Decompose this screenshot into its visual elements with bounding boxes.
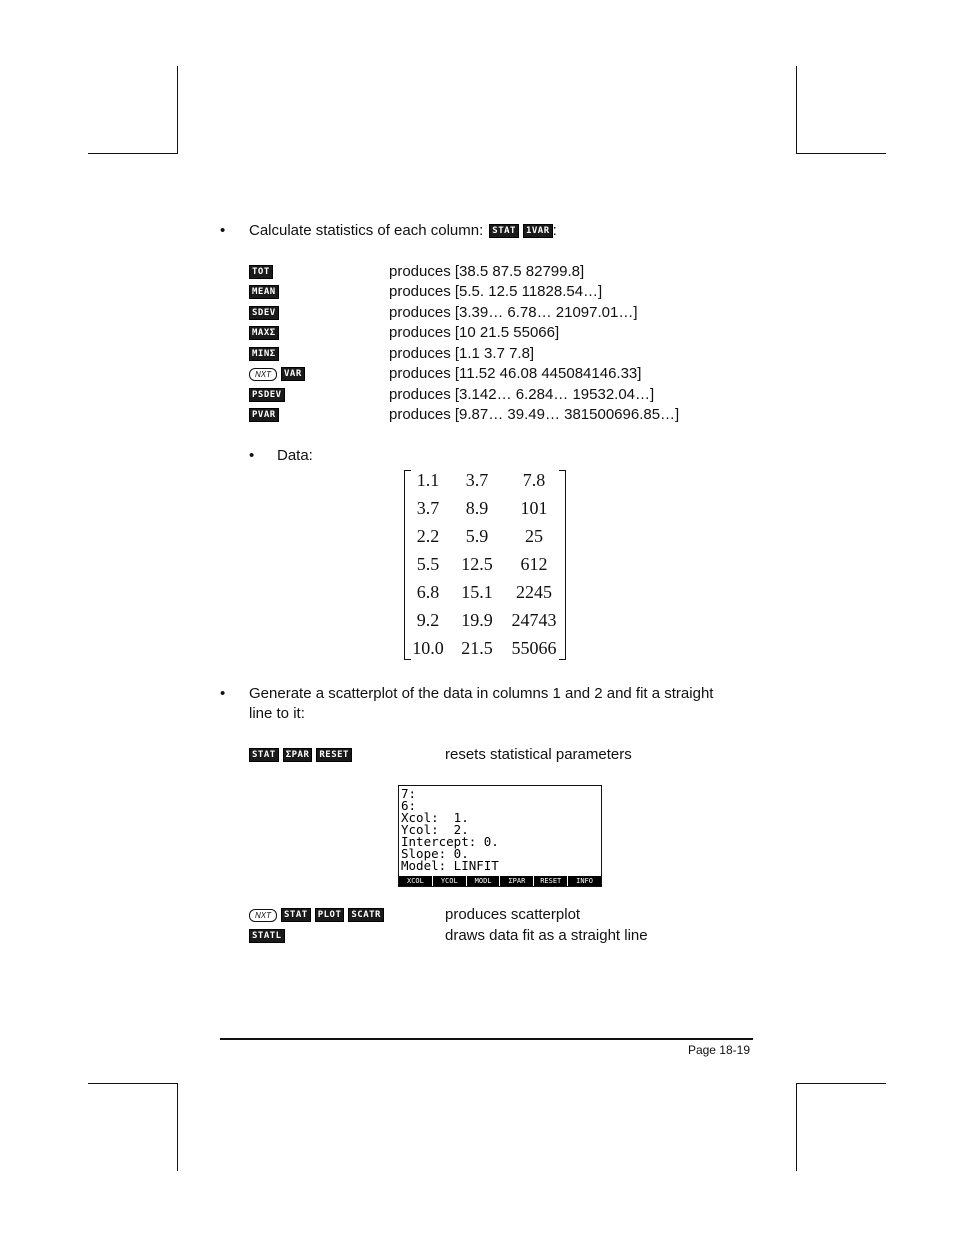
matrix-cell: 2.2 — [416, 526, 440, 546]
scatter-instruction-line2: line to it: — [249, 705, 305, 722]
crop-mark — [796, 1083, 797, 1171]
scatter-result: produces scatterplot — [445, 906, 581, 923]
stat-result-min: produces [1.1 3.7 7.8] — [389, 345, 535, 362]
screen-line: 6: — [401, 798, 417, 813]
matrix-cell: 55066 — [511, 638, 557, 658]
statl-keys — [249, 927, 289, 945]
softkey-min[interactable]: MINΣ — [249, 347, 279, 361]
scatter-instruction-line1: Generate a scatterplot of the data in columns 1 and 2 and fit a straight — [249, 685, 714, 702]
screen-softkey-menu — [399, 876, 601, 886]
softkey-reset[interactable]: RESET — [316, 748, 352, 762]
stat-keys-sdev — [249, 304, 283, 322]
matrix-cell: 8.9 — [465, 498, 489, 518]
softkey-var[interactable]: VAR — [281, 367, 305, 381]
stat-keys-max — [249, 324, 283, 342]
nxt-key[interactable]: NXT — [249, 909, 277, 922]
matrix-cell: 25 — [525, 526, 543, 546]
screen-menu-reset[interactable]: RESET — [534, 876, 568, 886]
screen-line: Slope: 0. — [401, 846, 469, 861]
reset-keys — [249, 746, 356, 764]
stat-keys-mean — [249, 283, 283, 301]
intro-text: Calculate statistics of each column: — [249, 222, 484, 239]
crop-mark — [796, 153, 886, 154]
matrix-cell: 5.5 — [416, 554, 440, 574]
matrix-cell: 15.1 — [461, 582, 493, 602]
screen-menu-sigma-par[interactable]: ΣPAR — [500, 876, 534, 886]
intro-suffix: : — [552, 222, 557, 239]
screen-line: 7: — [401, 786, 417, 801]
statl-result: draws data fit as a straight line — [445, 927, 648, 944]
softkey-pvar[interactable]: PVAR — [249, 408, 279, 422]
nxt-key[interactable]: NXT — [249, 368, 277, 381]
scatter-keys — [249, 906, 388, 924]
screen-menu-xcol[interactable]: XCOL — [399, 876, 433, 886]
crop-mark — [88, 1083, 178, 1084]
reset-result: resets statistical parameters — [445, 746, 632, 763]
matrix-cell: 6.8 — [416, 582, 440, 602]
softkey-sdev[interactable]: SDEV — [249, 306, 279, 320]
page-number: Page 18-19 — [687, 1043, 750, 1057]
softkey-mean[interactable]: MEAN — [249, 285, 279, 299]
matrix-cell: 7.8 — [522, 470, 546, 490]
stat-result-max: produces [10 21.5 55066] — [389, 324, 560, 341]
screen-line: Xcol: 1. — [401, 810, 469, 825]
matrix-cell: 3.7 — [416, 498, 440, 518]
stat-keys-tot — [249, 263, 277, 281]
screen-line: Ycol: 2. — [401, 822, 469, 837]
softkey-scatr[interactable]: SCATR — [348, 908, 384, 922]
matrix-cell: 612 — [520, 554, 548, 574]
softkey-stat[interactable]: STAT — [489, 224, 519, 238]
screen-menu-ycol[interactable]: YCOL — [433, 876, 467, 886]
softkey-psdev[interactable]: PSDEV — [249, 388, 285, 402]
screen-line: Model: LINFIT — [401, 858, 499, 873]
footer-rule — [220, 1038, 753, 1040]
softkey-max[interactable]: MAXΣ — [249, 326, 279, 340]
softkey-plot[interactable]: PLOT — [315, 908, 345, 922]
softkey-1var[interactable]: 1VAR — [523, 224, 553, 238]
data-matrix — [404, 466, 566, 662]
matrix-cell: 19.9 — [461, 610, 493, 630]
screen-menu-info[interactable]: INFO — [576, 877, 593, 885]
stat-keys-pvar — [249, 406, 283, 424]
crop-mark — [796, 1083, 886, 1084]
matrix-cell: 10.0 — [412, 638, 444, 658]
softkey-statl[interactable]: STATL — [249, 929, 285, 943]
data-label: Data: — [277, 447, 313, 464]
stat-keys-min — [249, 345, 283, 363]
stat-result-tot: produces [38.5 87.5 82799.8] — [389, 263, 585, 280]
matrix-cell: 101 — [520, 498, 548, 518]
crop-mark — [177, 1083, 178, 1171]
softkey-sigma-par[interactable]: ΣPAR — [283, 748, 313, 762]
crop-mark — [177, 66, 178, 154]
matrix-cell: 5.9 — [465, 526, 489, 546]
softkey-stat[interactable]: STAT — [249, 748, 279, 762]
matrix-cell: 24743 — [511, 610, 557, 630]
stat-result-pvar: produces [9.87… 39.49… 381500696.85…] — [389, 406, 680, 423]
intro-line — [249, 222, 557, 240]
matrix-cell: 9.2 — [416, 610, 440, 630]
crop-mark — [88, 153, 178, 154]
screen-menu-modl[interactable]: MODL — [467, 876, 501, 886]
softkey-tot[interactable]: TOT — [249, 265, 273, 279]
matrix-cell: 1.1 — [416, 470, 440, 490]
crop-mark — [796, 66, 797, 154]
stat-keys-psdev — [249, 386, 289, 404]
softkey-stat[interactable]: STAT — [281, 908, 311, 922]
bullet: • — [220, 685, 226, 702]
matrix-cell: 3.7 — [465, 470, 489, 490]
screen-line: Intercept: 0. — [401, 834, 499, 849]
matrix-cell: 12.5 — [461, 554, 493, 574]
bullet: • — [249, 447, 255, 464]
matrix-cell: 21.5 — [461, 638, 493, 658]
calculator-screen — [398, 785, 602, 887]
matrix-right-bracket — [559, 470, 566, 660]
stat-result-mean: produces [5.5. 12.5 11828.54…] — [389, 283, 603, 300]
stat-result-sdev: produces [3.39… 6.78… 21097.01…] — [389, 304, 638, 321]
matrix-cell: 2245 — [516, 582, 552, 602]
stat-result-var: produces [11.52 46.08 445084146.33] — [389, 365, 642, 382]
stat-result-psdev: produces [3.142… 6.284… 19532.04…] — [389, 386, 655, 403]
stat-keys-var — [249, 365, 309, 383]
bullet: • — [220, 222, 226, 239]
